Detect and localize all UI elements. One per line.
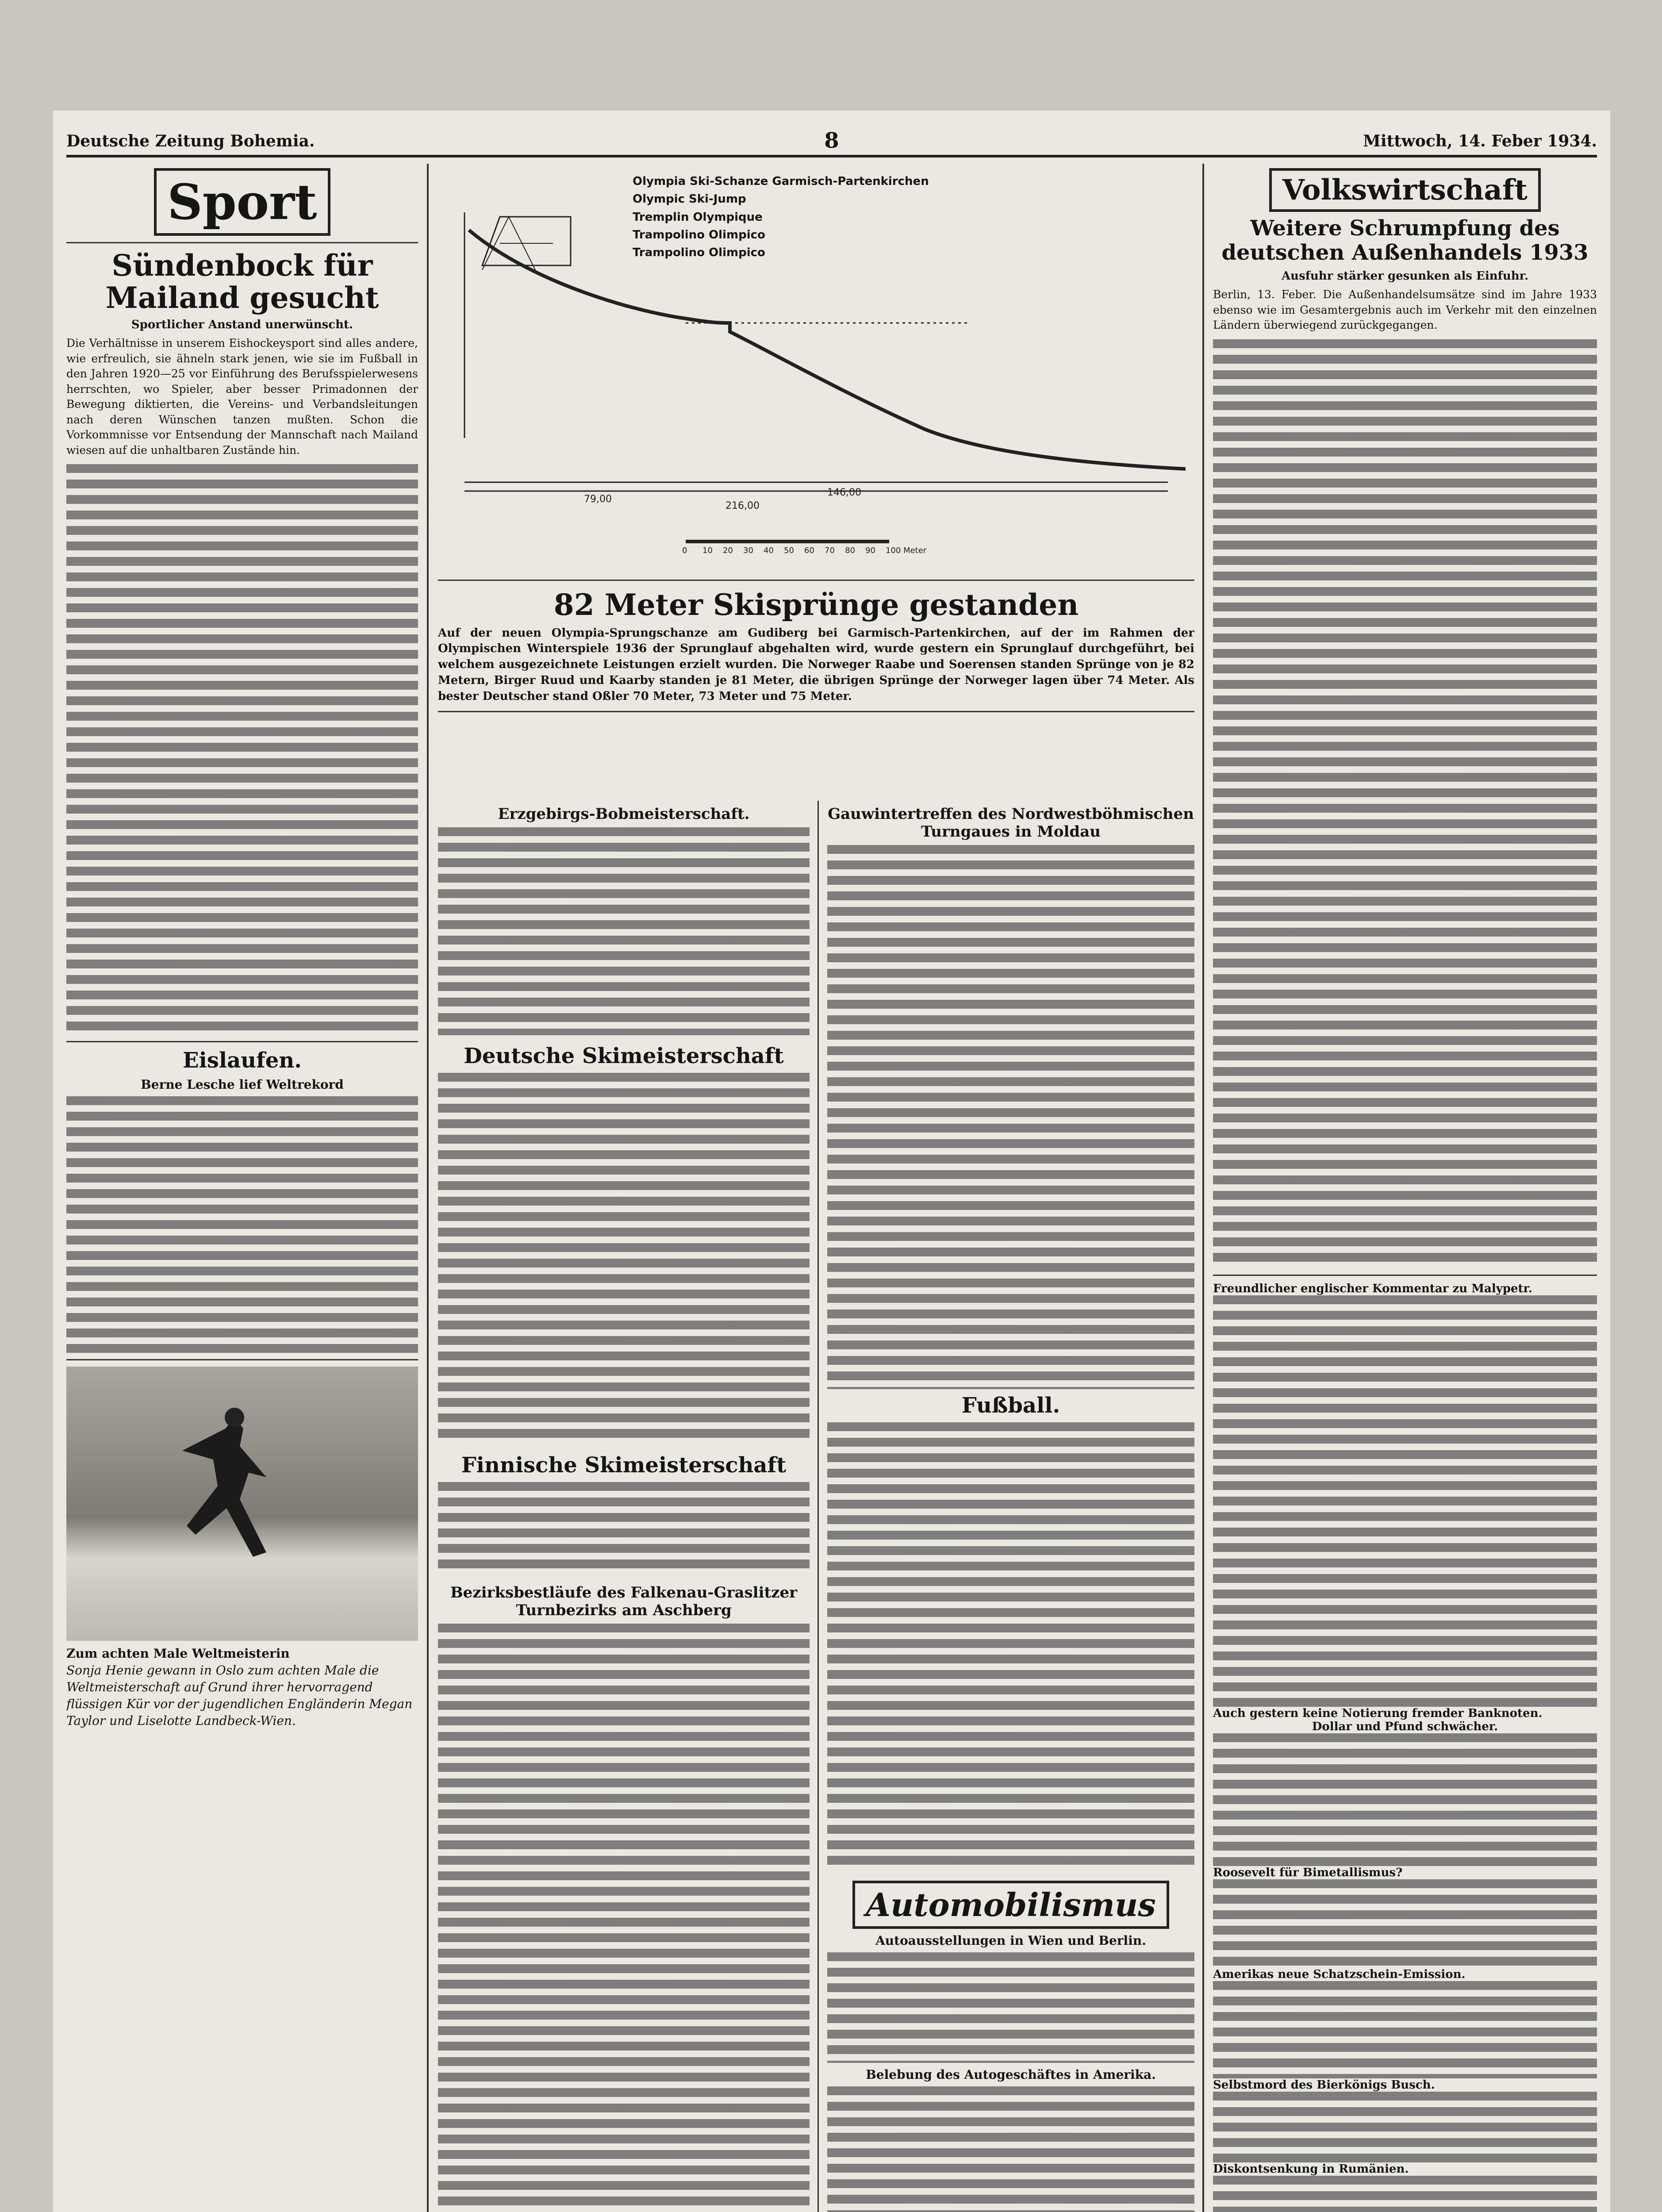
headline-aussenhandel: Weitere Schrumpfung des deutschen Außenhandels 1933 <box>1221 216 1589 265</box>
heading-deutsche-ski: Deutsche Skimeisterschaft <box>464 1044 784 1068</box>
headline-suendenbock: Sündenbock für Mailand gesucht <box>105 248 379 315</box>
scale-tick-label: 20 <box>723 546 733 555</box>
column-rule <box>818 801 819 2212</box>
dim-label: 216,00 <box>725 500 760 511</box>
heading-bobmeisterschaft: Erzgebirgs-Bobmeisterschaft. <box>498 805 750 823</box>
text-block <box>1213 1295 1597 1707</box>
kicker-schatzschein: Amerikas neue Schatzschein-Emission. <box>1213 1967 1466 1981</box>
photo-caption-title: Zum achten Male Weltmeisterin <box>66 1646 290 1661</box>
kicker-dollar-pfund: Dollar und Pfund schwächer. <box>1312 1720 1498 1733</box>
legend-line: Olympic Ski-Jump <box>633 192 746 206</box>
kicker-rumaenien: Diskontsenkung in Rumänien. <box>1213 2162 1409 2176</box>
lead-text: Auf der neuen Olympia-Sprungschanze am Gudiberg bei Garmisch-Partenkirchen, auf der im Rahmen der Olympischen Winterspiele 1936 der Sprunglauf abgehalten wird, wurde gestern ein Sprunglauf durchgeführt, bei welchem ausgezeichnete Leistungen erzielt wurden. Die Norweger Raabe und Soerensen standen Sprünge von je 82 Metern, Birger Ruud und Kaarby standen je 81 Meter, die übrigen Sprünge der Norweger lagen über 74 Meter. Als bester Deutscher stand Oßler 70 Meter, 73 Meter und 75 Meter. <box>438 626 1194 703</box>
middle-subcolumn-left <box>438 801 810 2212</box>
headline-skispruenge: 82 Meter Skisprünge gestanden <box>553 588 1079 622</box>
column-rule <box>427 164 429 2212</box>
kicker-banknoten: Auch gestern keine Notierung fremder Banknoten. <box>1213 1706 1543 1720</box>
kicker-busch: Selbstmord des Bierkönigs Busch. <box>1213 2078 1435 2092</box>
scale-bar <box>682 541 927 555</box>
scale-tick-label: 80 <box>845 546 855 555</box>
page-number: 8 <box>824 128 839 153</box>
masthead-title: Deutsche Zeitung Bohemia. <box>66 132 315 150</box>
scale-tick-label: 0 <box>682 546 687 555</box>
ski-jump-diagram <box>438 164 1194 581</box>
legend-line: Trampolino Olimpico <box>633 228 765 242</box>
scale-tick-label: 70 <box>825 546 835 555</box>
text-block <box>438 1073 810 1444</box>
section-title-automobilismus: Automobilismus <box>852 1881 1169 1929</box>
eislaufen-text <box>66 1096 418 1353</box>
kicker-roosevelt: Roosevelt für Bimetallismus? <box>1213 1866 1403 1879</box>
article-text: Berlin, 13. Feber. Die Außenhandelsumsätze sind im Jahre 1933 ebenso wie im Gesamtergebnis auch im Verkehr mit den einzelnen Ländern überwiegend zurückgegangen. <box>1213 288 1597 332</box>
heading-fussball: Fußball. <box>961 1393 1060 1418</box>
text-block <box>1213 1879 1597 1968</box>
article-text: Die Verhältnisse in unserem Eishockeysport sind alles andere, wie erfreulich, sie ähneln stark jenen, wie sie im Fußball in den Jahren 1920—25 vor Einführung des Berufsspielerwesens herrschten, wo Spieler, aber besser Primadonnen der Bewegung diktierten, die Vereins- und Verbandsleitungen nach deren Wünschen tanzen mußten. Schon die Vorkommnisse vor Entsendung der Mannschaft nach Mailand wiesen auf die unhaltbaren Zustände hin. <box>66 337 418 457</box>
dim-label: 146,00 <box>827 487 861 498</box>
column-rule <box>1202 164 1204 2212</box>
text-block <box>827 2086 1194 2212</box>
scale-tick-label: 10 <box>702 546 713 555</box>
article-text-continued <box>66 464 418 1035</box>
text-block <box>1213 2176 1597 2212</box>
section-title-sport: Sport <box>154 168 330 236</box>
column-sport <box>66 164 418 2212</box>
text-block <box>827 1952 1194 2063</box>
dim-label: 79,00 <box>584 494 612 505</box>
text-block <box>827 1422 1194 1869</box>
subhead-ausfuhr: Ausfuhr stärker gesunken als Einfuhr. <box>1282 269 1528 283</box>
text-block <box>438 827 810 1035</box>
legend-line: Trampolino Olimpico <box>633 246 765 260</box>
subhead: Sportlicher Anstand unerwünscht. <box>131 318 353 332</box>
scale-tick-label: 90 <box>865 546 875 555</box>
photo-caption-text: Sonja Henie gewann in Oslo zum achten Male die Weltmeisterschaft auf Grund ihrer hervorragend flüssigen Kür vor der jugendlichen Engländerin Megan Taylor und Liselotte Landbeck-Wien. <box>66 1663 413 1728</box>
text-block <box>1213 339 1597 1268</box>
text-block <box>1213 1981 1597 2078</box>
middle-subcolumn-right <box>827 801 1194 2212</box>
subhead-rekord: Berne Lesche lief Weltrekord <box>141 1077 344 1092</box>
heading-finnische-ski: Finnische Skimeisterschaft <box>461 1453 787 1478</box>
legend-line: Olympia Ski-Schanze Garmisch-Partenkirchen <box>633 175 929 188</box>
heading-gauwintertreffen: Gauwintertreffen des Nordwestböhmischen Turngaues in Moldau <box>828 805 1194 841</box>
text-block <box>1213 2092 1597 2162</box>
column-volkswirtschaft <box>1213 164 1597 2212</box>
section-title-volkswirtschaft: Volkswirtschaft <box>1269 168 1541 212</box>
text-block <box>438 1624 810 2212</box>
masthead-date: Mittwoch, 14. Feber 1934. <box>1363 132 1597 150</box>
masthead <box>66 128 1597 157</box>
photo-sonja-henie <box>66 1367 418 1641</box>
kicker-malypetr: Freundlicher englischer Kommentar zu Malypetr. <box>1213 1282 1532 1295</box>
scale-tick-label: 50 <box>784 546 794 555</box>
text-block <box>827 845 1194 1389</box>
newspaper-page <box>53 111 1610 2212</box>
diagram-legend <box>633 173 929 261</box>
skater-figure <box>66 1367 418 1641</box>
text-block <box>438 1482 810 1575</box>
legend-line: Tremplin Olympique <box>633 210 763 224</box>
text-block <box>1213 1733 1597 1866</box>
scale-tick-label: 40 <box>764 546 774 555</box>
scale-tick-label: 100 Meter <box>886 546 927 555</box>
column-middle <box>438 164 1194 2212</box>
heading-bezirksbestlaeufe: Bezirksbestläufe des Falkenau-Graslitzer Turnbezirks am Aschberg <box>450 1584 798 1620</box>
scale-tick-label: 30 <box>743 546 753 555</box>
subhead-autogeschaeft: Belebung des Autogeschäftes in Amerika. <box>866 2067 1156 2082</box>
heading-eislaufen: Eislaufen. <box>183 1048 302 1073</box>
scale-tick-label: 60 <box>804 546 814 555</box>
subhead-autoausstellungen: Autoausstellungen in Wien und Berlin. <box>875 1933 1146 1948</box>
